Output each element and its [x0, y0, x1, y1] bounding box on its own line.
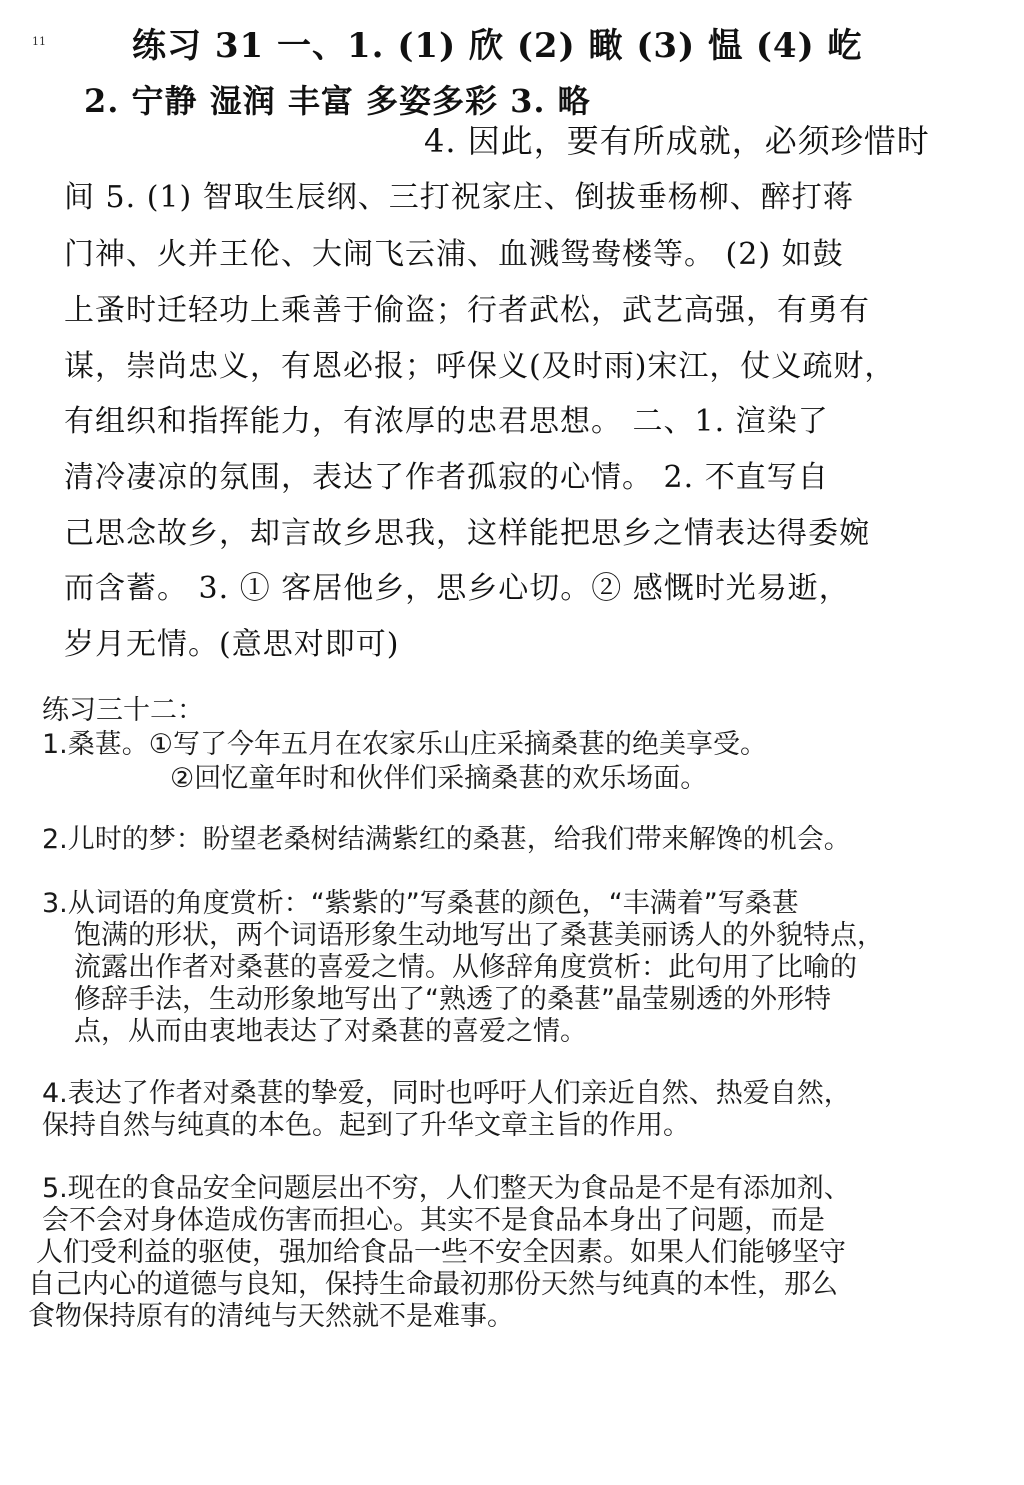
exercise-31-line-9: 清冷凄凉的氛围，表达了作者孤寂的心情。 2. 不直写自 [64, 460, 829, 495]
exercise-31-line-4: 间 5. (1) 智取生辰纲、三打祝家庄、倒拔垂杨柳、醉打蒋 [64, 180, 854, 215]
q3-line-4: 修辞手法，生动形象地写出了“熟透了的桑葚”晶莹剔透的外形特 [74, 984, 831, 1015]
q3-line-2: 饱满的形状，两个词语形象生动地写出了桑葚美丽诱人的外貌特点， [74, 920, 884, 951]
exercise-32-title: 练习三十二： [42, 695, 204, 726]
q5-line-4: 自己内心的道德与良知，保持生命最初那份天然与纯真的本性，那么 [28, 1269, 838, 1300]
q5-line-2: 会不会对身体造成伤害而担心。其实不是食品本身出了问题，而是 [42, 1205, 825, 1236]
exercise-31-line-6: 上蚤时迁轻功上乘善于偷盗；行者武松，武艺高强，有勇有 [64, 293, 870, 328]
page-number: 11 [32, 35, 46, 48]
exercise-31-line-3: 4. 因此，要有所成就，必须珍惜时 [424, 122, 930, 160]
q3-line-1: 3.从词语的角度赏析：“紫紫的”写桑葚的颜色，“丰满着”写桑葚 [42, 888, 799, 919]
q2-line-1: 2.儿时的梦：盼望老桑树结满紫红的桑葚，给我们带来解馋的机会。 [42, 824, 851, 855]
exercise-31-line-1: 练习 31 一、1. (1) 欣 (2) 瞰 (3) 愠 (4) 屹 [132, 26, 863, 66]
exercise-31-line-12: 岁月无情。(意思对即可) [64, 627, 400, 662]
exercise-31-line-2: 2. 宁静 湿润 丰富 多姿多彩 3. 略 [84, 82, 591, 120]
exercise-31-line-8: 有组织和指挥能力，有浓厚的忠君思想。 二、1. 渲染了 [64, 404, 829, 439]
q4-line-1: 4.表达了作者对桑葚的挚爱，同时也呼吁人们亲近自然、热爱自然， [42, 1078, 851, 1109]
q5-line-3: 人们受利益的驱使，强加给食品一些不安全因素。如果人们能够坚守 [36, 1237, 846, 1268]
q5-line-1: 5.现在的食品安全问题层出不穷，人们整天为食品是不是有添加剂、 [42, 1173, 851, 1204]
exercise-31-line-11: 而含蓄。 3. ① 客居他乡，思乡心切。② 感慨时光易逝， [64, 571, 850, 606]
exercise-31-line-10: 己思念故乡，却言故乡思我，这样能把思乡之情表达得委婉 [64, 516, 870, 551]
q5-line-5: 食物保持原有的清纯与天然就不是难事。 [28, 1301, 514, 1332]
q1-line-1: 1.桑葚。①写了今年五月在农家乐山庄采摘桑葚的绝美享受。 [42, 729, 767, 760]
q3-line-3: 流露出作者对桑葚的喜爱之情。从修辞角度赏析：此句用了比喻的 [74, 952, 857, 983]
exercise-31-line-7: 谋，崇尚忠义，有恩必报；呼保义(及时雨)宋江，仗义疏财， [64, 349, 896, 384]
exercise-31-line-5: 门神、火并王伦、大闹飞云浦、血溅鸳鸯楼等。 (2) 如鼓 [64, 237, 844, 272]
q4-line-2: 保持自然与纯真的本色。起到了升华文章主旨的作用。 [42, 1110, 690, 1141]
q1-line-2: ②回忆童年时和伙伴们采摘桑葚的欢乐场面。 [170, 763, 708, 794]
q3-line-5: 点，从而由衷地表达了对桑葚的喜爱之情。 [74, 1016, 587, 1047]
